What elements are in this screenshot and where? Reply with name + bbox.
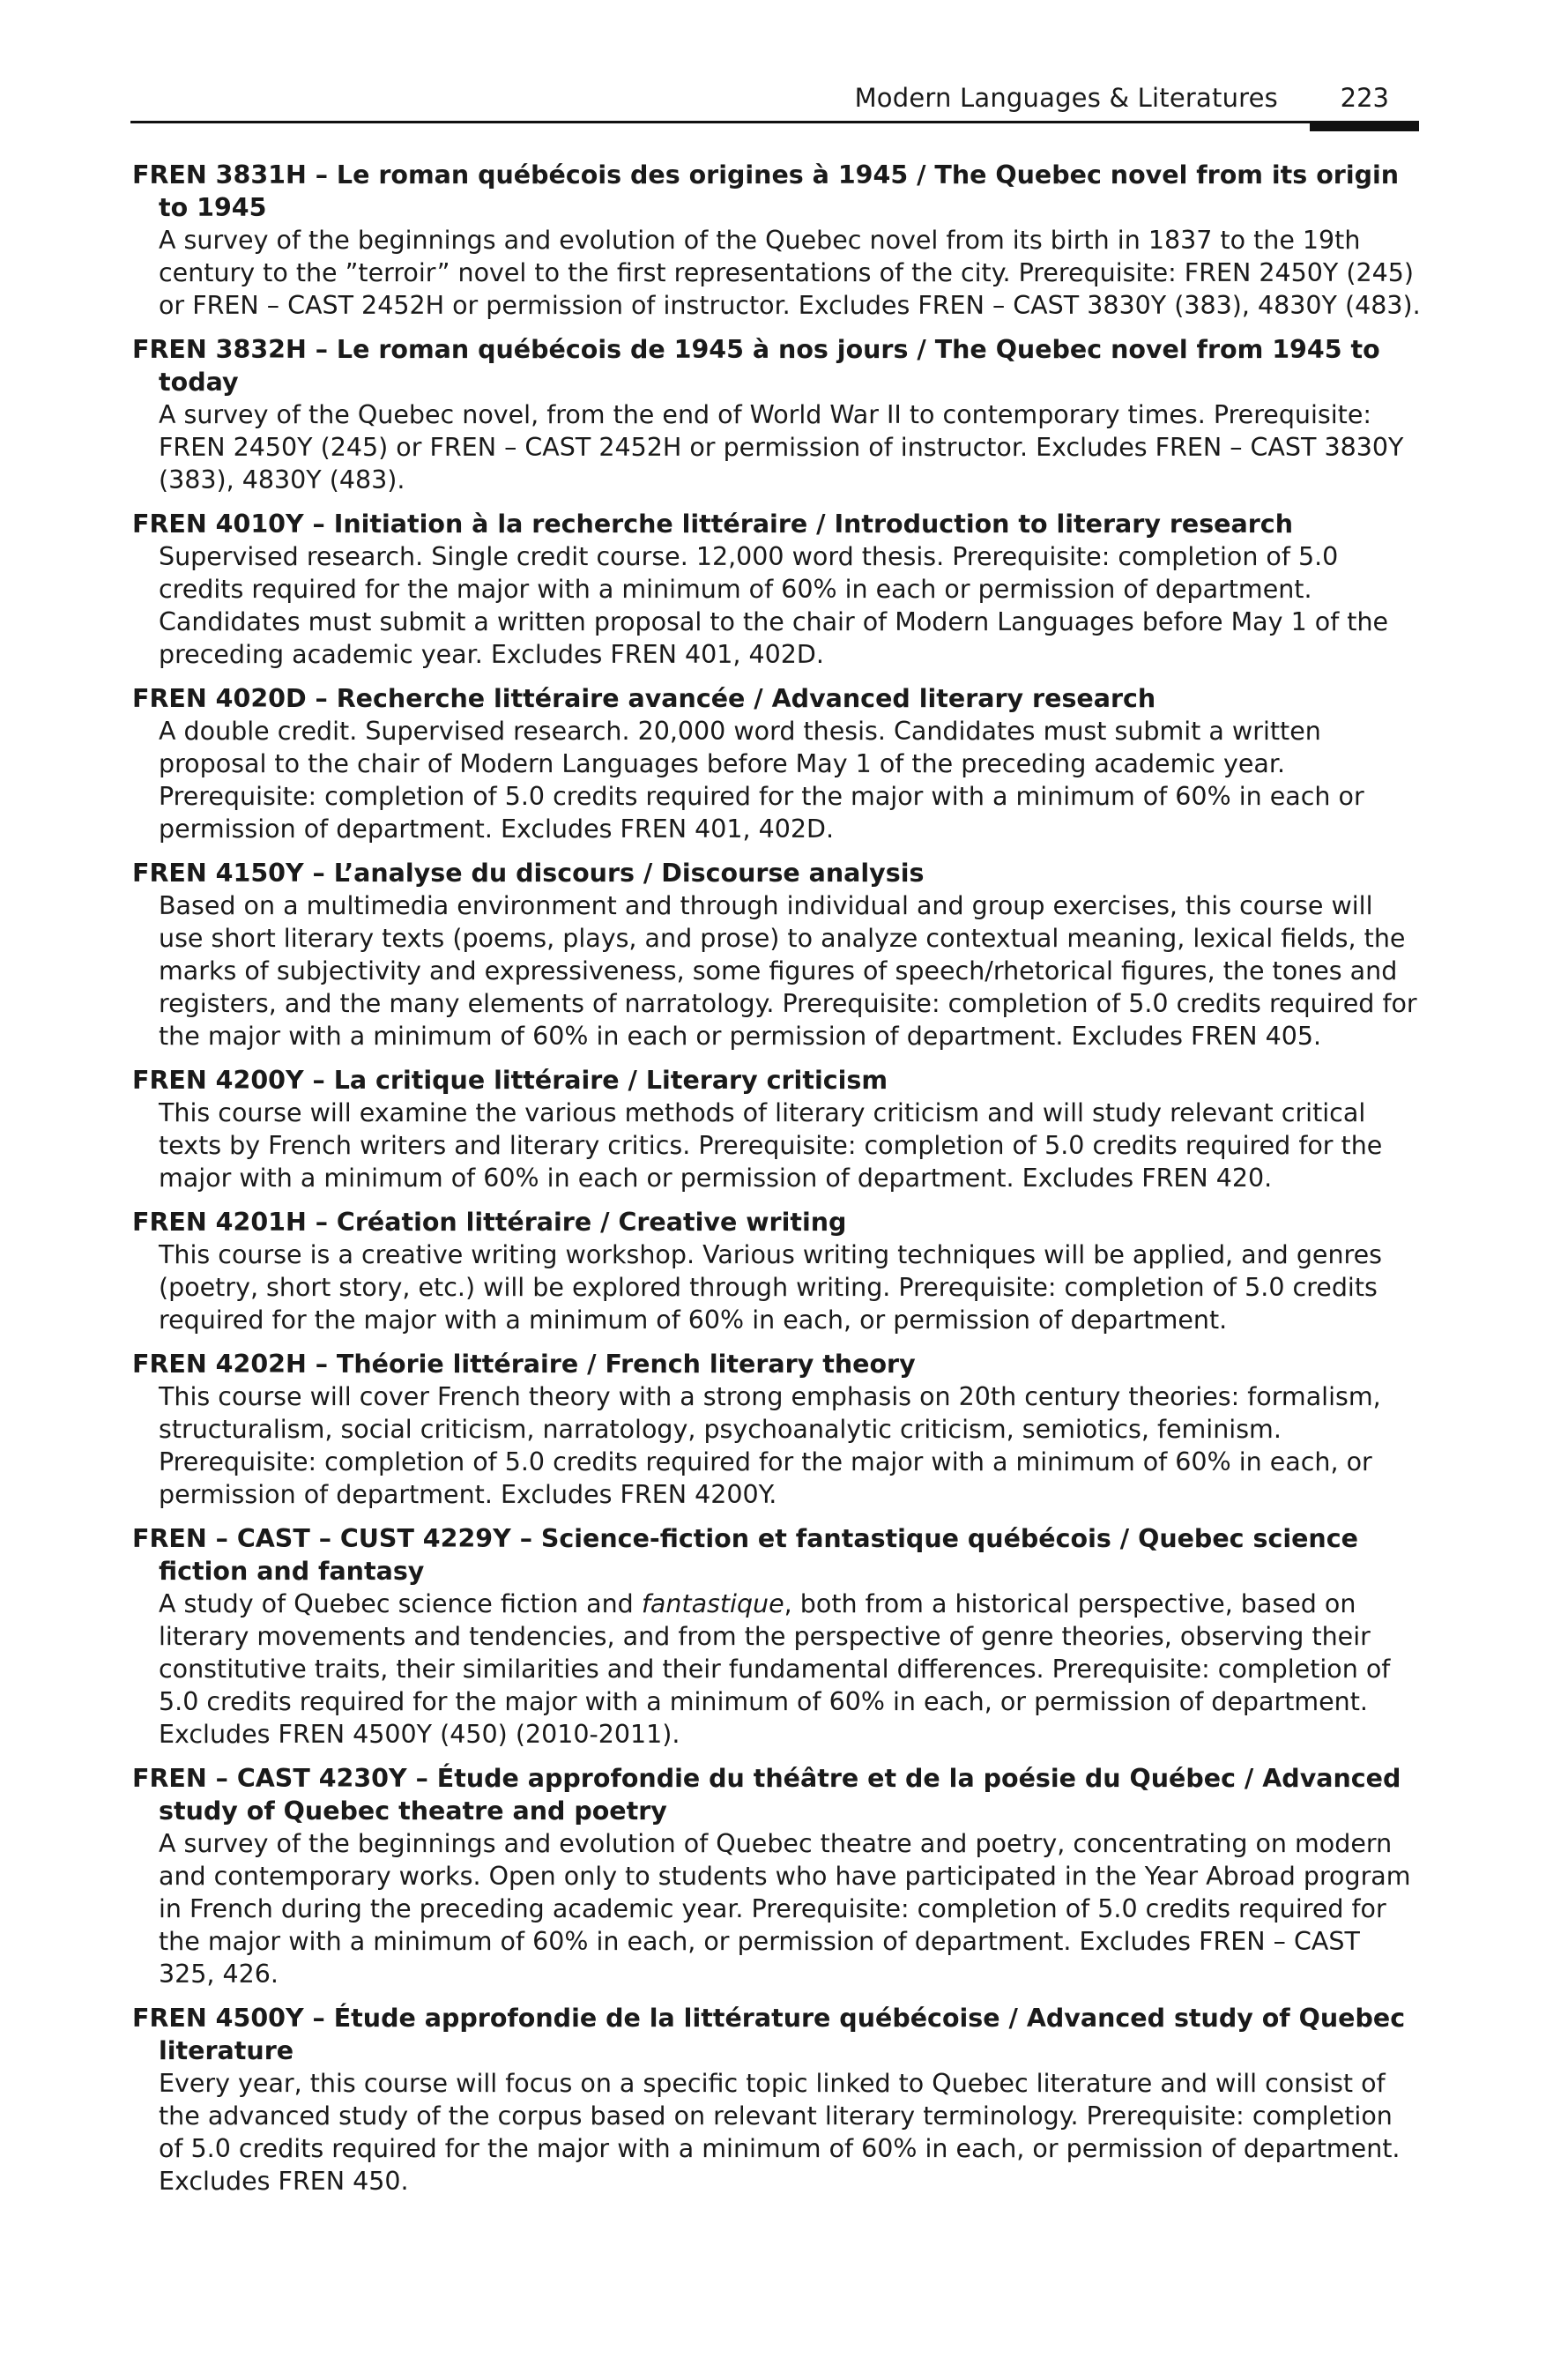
course-description: Supervised research. Single credit course. 12,000 word thesis. Prerequisite: completion of 5.0 credits required for the major with a minimum of 60% in each or permission of department. Candidates must submit a written proposal to the chair of Modern Languages before May 1 of the preceding academic year. Excludes FREN 401, 402D. — [159, 542, 1389, 669]
course-title: FREN 4200Y – La critique littéraire / Literary criticism — [132, 1066, 888, 1095]
course-description: Every year, this course will focus on a specific topic linked to Quebec literature and will consist of the advanced study of the corpus based on relevant literary terminology. Prerequisite: completion of 5.0 credits required for the major with a minimum of 60% in each, or permission of department. Excludes FREN 450. — [159, 2069, 1401, 2196]
header-rule — [130, 121, 1419, 123]
course-entry-fren-4500y — [132, 2002, 1421, 2198]
course-description: A double credit. Supervised research. 20,000 word thesis. Candidates must submit a written proposal to the chair of Modern Languages before May 1 of the preceding academic year. Prerequisite: completion of 5.0 credits required for the major with a minimum of 60% in each or permission of department. Excludes FREN 401, 402D. — [159, 717, 1364, 844]
course-title: FREN – CAST 4230Y – Étude approfondie du théâtre et de la poésie du Québec / Advanced study of Quebec theatre and poetry — [132, 1764, 1401, 1826]
course-entry-fren-3832h — [132, 333, 1421, 496]
course-description: A survey of the Quebec novel, from the end of World War II to contemporary times. Prerequisite: FREN 2450Y (245) or FREN – CAST 2452H or permission of instructor. Excludes FREN – CAST 3830Y (383), 4830Y (483). — [159, 400, 1404, 495]
course-description: This course will examine the various methods of literary criticism and will study relevant critical texts by French writers and literary critics. Prerequisite: completion of 5.0 credits required for the major with a minimum of 60% in each or permission of department. Excludes FREN 420. — [159, 1098, 1383, 1193]
course-description: A survey of the beginnings and evolution of the Quebec novel from its birth in 1837 to the 19th century to the ”terroir” novel to the first representations of the city. Prerequisite: FREN 2450Y (245) or FREN – CAST 2452H or permission of instructor. Excludes FREN – CAST 3830Y (383), 4830Y (483). — [159, 226, 1421, 320]
course-title: FREN 4020D – Recherche littéraire avancée / Advanced literary research — [132, 684, 1156, 713]
course-description-text: A study of Quebec science fiction and — [159, 1589, 642, 1618]
page-number: 223 — [1340, 83, 1389, 113]
course-list — [132, 159, 1421, 2209]
course-title: FREN 3832H – Le roman québécois de 1945 à nos jours / The Quebec novel from 1945 to today — [132, 335, 1380, 397]
course-title: FREN – CAST – CUST 4229Y – Science-fiction et fantastique québécois / Quebec science fiction and fantasy — [132, 1524, 1358, 1586]
course-title: FREN 4150Y – L’analyse du discours / Discourse analysis — [132, 859, 925, 888]
course-title: FREN 4201H – Création littéraire / Creative writing — [132, 1208, 847, 1237]
header-tab-marker — [1310, 121, 1419, 131]
course-description: Based on a multimedia environment and through individual and group exercises, this course will use short literary texts (poems, plays, and prose) to analyze contextual meaning, lexical fields, the marks of subjectivity and expressiveness, some figures of speech/rhetorical figures, the tones and registers, and the many elements of narratology. Prerequisite: completion of 5.0 credits required for the major with a minimum of 60% in each or permission of department. Excludes FREN 405. — [159, 891, 1417, 1051]
course-entry-fren-4020d — [132, 682, 1421, 845]
course-entry-fren-4150y — [132, 857, 1421, 1052]
course-title: FREN 3831H – Le roman québécois des origines à 1945 / The Quebec novel from its origin to 1945 — [132, 160, 1400, 222]
course-description-text: , both from a historical perspective, based on literary movements and tendencies, and from the perspective of genre theories, observing their constitutive traits, their similarities and their fundamental differences. Prerequisite: completion of 5.0 credits required for the major with a minimum of 60% in each, or permission of department. Excludes FREN 4500Y (450) (2010-2011). — [159, 1589, 1391, 1749]
course-entry-fren-3831h — [132, 159, 1421, 322]
running-title: Modern Languages & Literatures — [854, 83, 1278, 113]
course-entry-fren-4200y — [132, 1064, 1421, 1194]
course-description-italic-term: fantastique — [641, 1589, 784, 1618]
course-entry-fren-cast-4230y — [132, 1762, 1421, 1990]
course-entry-fren-4010y — [132, 508, 1421, 671]
course-title: FREN 4202H – Théorie littéraire / French literary theory — [132, 1350, 916, 1379]
course-description: This course will cover French theory with a strong emphasis on 20th century theories: formalism, structuralism, social criticism, narratology, psychoanalytic criticism, semiotics, feminism. Prerequisite: completion of 5.0 credits required for the major with a minimum of 60% in each, or permission of department. Excludes FREN 4200Y. — [159, 1382, 1381, 1509]
page-header — [130, 76, 1419, 123]
course-title: FREN 4010Y – Initiation à la recherche littéraire / Introduction to literary research — [132, 509, 1293, 539]
course-description: This course is a creative writing workshop. Various writing techniques will be applied, and genres (poetry, short story, etc.) will be explored through writing. Prerequisite: completion of 5.0 credits required for the major with a minimum of 60% in each, or permission of department. — [159, 1240, 1382, 1335]
course-description — [132, 1588, 1421, 1751]
course-description: A survey of the beginnings and evolution of Quebec theatre and poetry, concentrating on modern and contemporary works. Open only to students who have participated in the Year Abroad program in French during the preceding academic year. Prerequisite: completion of 5.0 credits required for the major with a minimum of 60% in each, or permission of department. Excludes FREN – CAST 325, 426. — [159, 1829, 1411, 1989]
course-entry-fren-4201h — [132, 1206, 1421, 1336]
course-title: FREN 4500Y – Étude approfondie de la littérature québécoise / Advanced study of Quebec literature — [132, 2004, 1406, 2065]
course-entry-fren-4202h — [132, 1348, 1421, 1511]
course-entry-fren-cast-cust-4229y — [132, 1522, 1421, 1751]
